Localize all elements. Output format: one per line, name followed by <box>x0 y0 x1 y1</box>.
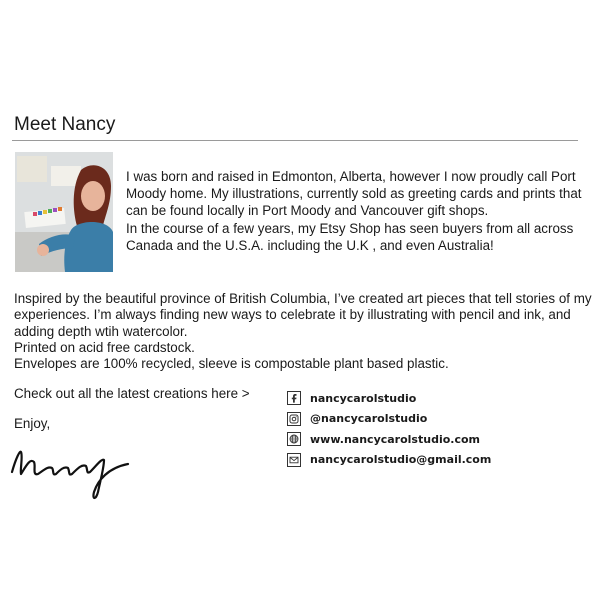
globe-icon <box>287 432 301 446</box>
bio-paragraph: I was born and raised in Edmonton, Alberta, however I now proudly call Port Moody home. My illustrations, currently sold as greeting cards and prints that can be found locally in Port Moody and Vancouver gift shops. <box>126 169 582 219</box>
facebook-handle: nancycarolstudio <box>310 391 417 405</box>
closing-text: Enjoy, <box>14 416 51 431</box>
inspiration-line: Printed on acid free cardstock. <box>14 339 195 355</box>
checkout-text: Check out all the latest creations here > <box>14 386 250 401</box>
email-address: nancycarolstudio@gmail.com <box>310 453 492 466</box>
instagram-link[interactable] <box>287 409 587 429</box>
inspiration-line: Envelopes are 100% recycled, sleeve is compostable plant based plastic. <box>14 356 449 372</box>
artist-photo <box>15 152 113 272</box>
envelope-icon <box>287 453 301 467</box>
email-link[interactable] <box>287 450 587 470</box>
website-url: www.nancycarolstudio.com <box>310 432 480 446</box>
heading-divider <box>12 140 578 141</box>
social-links <box>287 388 587 470</box>
instagram-icon <box>287 412 301 426</box>
page-title: Meet Nancy <box>14 114 116 135</box>
instagram-handle: @nancycarolstudio <box>310 412 428 425</box>
inspiration-paragraph: Inspired by the beautiful province of British Columbia, I’ve created art pieces that tell stories of my experiences. I’m always finding new ways to celebrate it by illustrating with pencil and ink, and adding depth wtih watercolor. <box>14 291 592 339</box>
inspiration-text <box>14 291 594 372</box>
bio-paragraph: In the course of a few years, my Etsy Shop has seen buyers from all across Canada and the U.S.A. including the U.K , and even Australia! <box>126 220 574 253</box>
facebook-icon <box>287 391 301 405</box>
signature <box>8 436 132 504</box>
bio-text <box>126 168 592 254</box>
facebook-link[interactable] <box>287 388 587 408</box>
website-link[interactable] <box>287 429 587 449</box>
artist-photo-illustration <box>15 152 113 272</box>
